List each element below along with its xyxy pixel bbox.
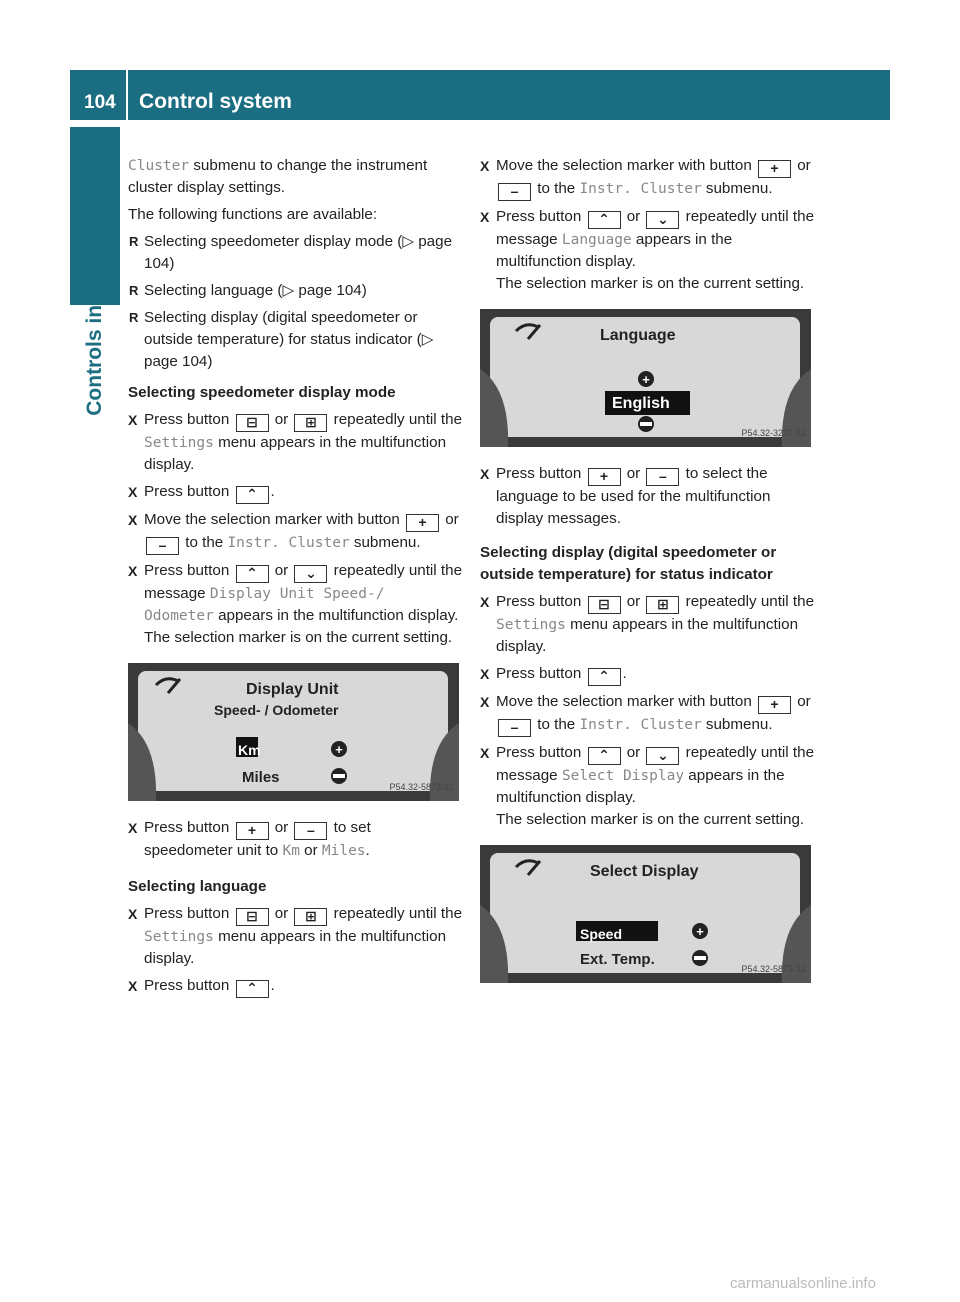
plus-key-icon: + — [406, 514, 439, 532]
step: X Press button ⌃ . — [480, 665, 627, 684]
page-title: Control system — [139, 90, 292, 113]
minus-key-icon: – — [498, 183, 531, 201]
step: X Press button ⌃ or ⌄ repeatedly until the message Select Display appears in the multifunction display. The selection marker is on the current setting. — [480, 744, 815, 828]
down-key-icon: ⌄ — [646, 211, 679, 229]
section-heading: Selecting language — [128, 878, 267, 895]
right-column — [480, 155, 815, 999]
down-key-icon: ⌄ — [646, 747, 679, 765]
section-heading: Selecting speedometer display mode — [128, 384, 396, 401]
functions-intro: The following functions are available: — [128, 206, 378, 223]
step: X Press button + or – to set speedometer unit to Km or Miles. — [128, 819, 371, 859]
display-title: Display Unit — [246, 681, 339, 698]
list-item: R Selecting display (digital speedometer or outside temperature) for status indicator (▷ page 104) — [129, 309, 434, 370]
intro-paragraph: Cluster submenu to change the instrument cluster display settings. — [128, 157, 428, 196]
display-title: Select Display — [590, 863, 699, 880]
plus-key-icon: + — [588, 468, 621, 486]
step: X Move the selection marker with button + or – to the Instr. Cluster submenu. — [480, 157, 811, 199]
header-divider — [126, 70, 128, 120]
up-key-icon: ⌃ — [588, 668, 621, 686]
step: X Press button ⊟ or ⊞ repeatedly until the Settings menu appears in the multifunction display. — [128, 905, 463, 967]
minus-key-icon: – — [646, 468, 679, 486]
step: X Press button ⌃ or ⌄ repeatedly until the message Display Unit Speed-/ Odometer appears in the multifunction display. The selection marker is on the current setting. — [128, 562, 463, 646]
menu-left-key-icon: ⊟ — [588, 596, 621, 614]
step: X Press button ⊟ or ⊞ repeatedly until the Settings menu appears in the multifunction display. — [128, 411, 463, 473]
page-header — [70, 70, 890, 120]
section-heading: Selecting display (digital speedometer or outside temperature) for status indicator — [480, 544, 777, 583]
page-number: 104 — [84, 92, 116, 113]
minus-key-icon: – — [498, 719, 531, 737]
step: X Press button ⌃ or ⌄ repeatedly until the message Language appears in the multifunction display. The selection marker is on the current setting. — [480, 208, 815, 292]
display-figure-language — [480, 309, 811, 447]
down-key-icon: ⌄ — [294, 565, 327, 583]
svg-text:+: + — [642, 372, 650, 387]
option: Ext. Temp. — [580, 951, 655, 968]
option: Miles — [242, 769, 280, 786]
menu-right-key-icon: ⊞ — [646, 596, 679, 614]
list-item: R Selecting speedometer display mode (▷ page 104) — [129, 233, 453, 272]
figure-code: P54.32-3237-31 — [741, 428, 806, 438]
step: X Press button ⌃ . — [128, 977, 275, 996]
list-item: R Selecting language (▷ page 104) — [129, 282, 367, 299]
up-key-icon: ⌃ — [236, 486, 269, 504]
svg-text:+: + — [335, 742, 343, 757]
watermark: carmanualsonline.info — [730, 1275, 876, 1292]
figure-code: P54.32-5872-31 — [389, 782, 454, 792]
section-label: Controls in detail — [83, 244, 106, 416]
minus-key-icon: – — [146, 537, 179, 555]
display-subtitle: Speed- / Odometer — [214, 702, 339, 718]
menu-right-key-icon: ⊞ — [294, 414, 327, 432]
display-title: Language — [600, 327, 676, 344]
svg-text:+: + — [696, 924, 704, 939]
step: X Move the selection marker with button + or – to the Instr. Cluster submenu. — [480, 693, 811, 735]
option-selected: Speed — [580, 926, 623, 942]
plus-key-icon: + — [236, 822, 269, 840]
step: X Press button + or – to select the language to be used for the multifunction display messages. — [480, 465, 771, 527]
plus-key-icon: + — [758, 160, 791, 178]
left-column — [128, 155, 463, 1003]
step: X Press button ⊟ or ⊞ repeatedly until the Settings menu appears in the multifunction display. — [480, 593, 815, 655]
display-figure-select — [480, 845, 811, 983]
display-figure-unit — [128, 663, 459, 801]
plus-key-icon: + — [758, 696, 791, 714]
figure-code: P54.32-5873-31 — [741, 964, 806, 974]
step: X Move the selection marker with button + or – to the Instr. Cluster submenu. — [128, 511, 459, 553]
menu-left-key-icon: ⊟ — [236, 908, 269, 926]
menu-left-key-icon: ⊟ — [236, 414, 269, 432]
option-selected: Km — [238, 742, 261, 758]
up-key-icon: ⌃ — [588, 211, 621, 229]
menu-right-key-icon: ⊞ — [294, 908, 327, 926]
minus-key-icon: – — [294, 822, 327, 840]
up-key-icon: ⌃ — [236, 565, 269, 583]
up-key-icon: ⌃ — [588, 747, 621, 765]
up-key-icon: ⌃ — [236, 980, 269, 998]
option-selected: English — [612, 395, 670, 412]
step: X Press button ⌃ . — [128, 483, 275, 502]
